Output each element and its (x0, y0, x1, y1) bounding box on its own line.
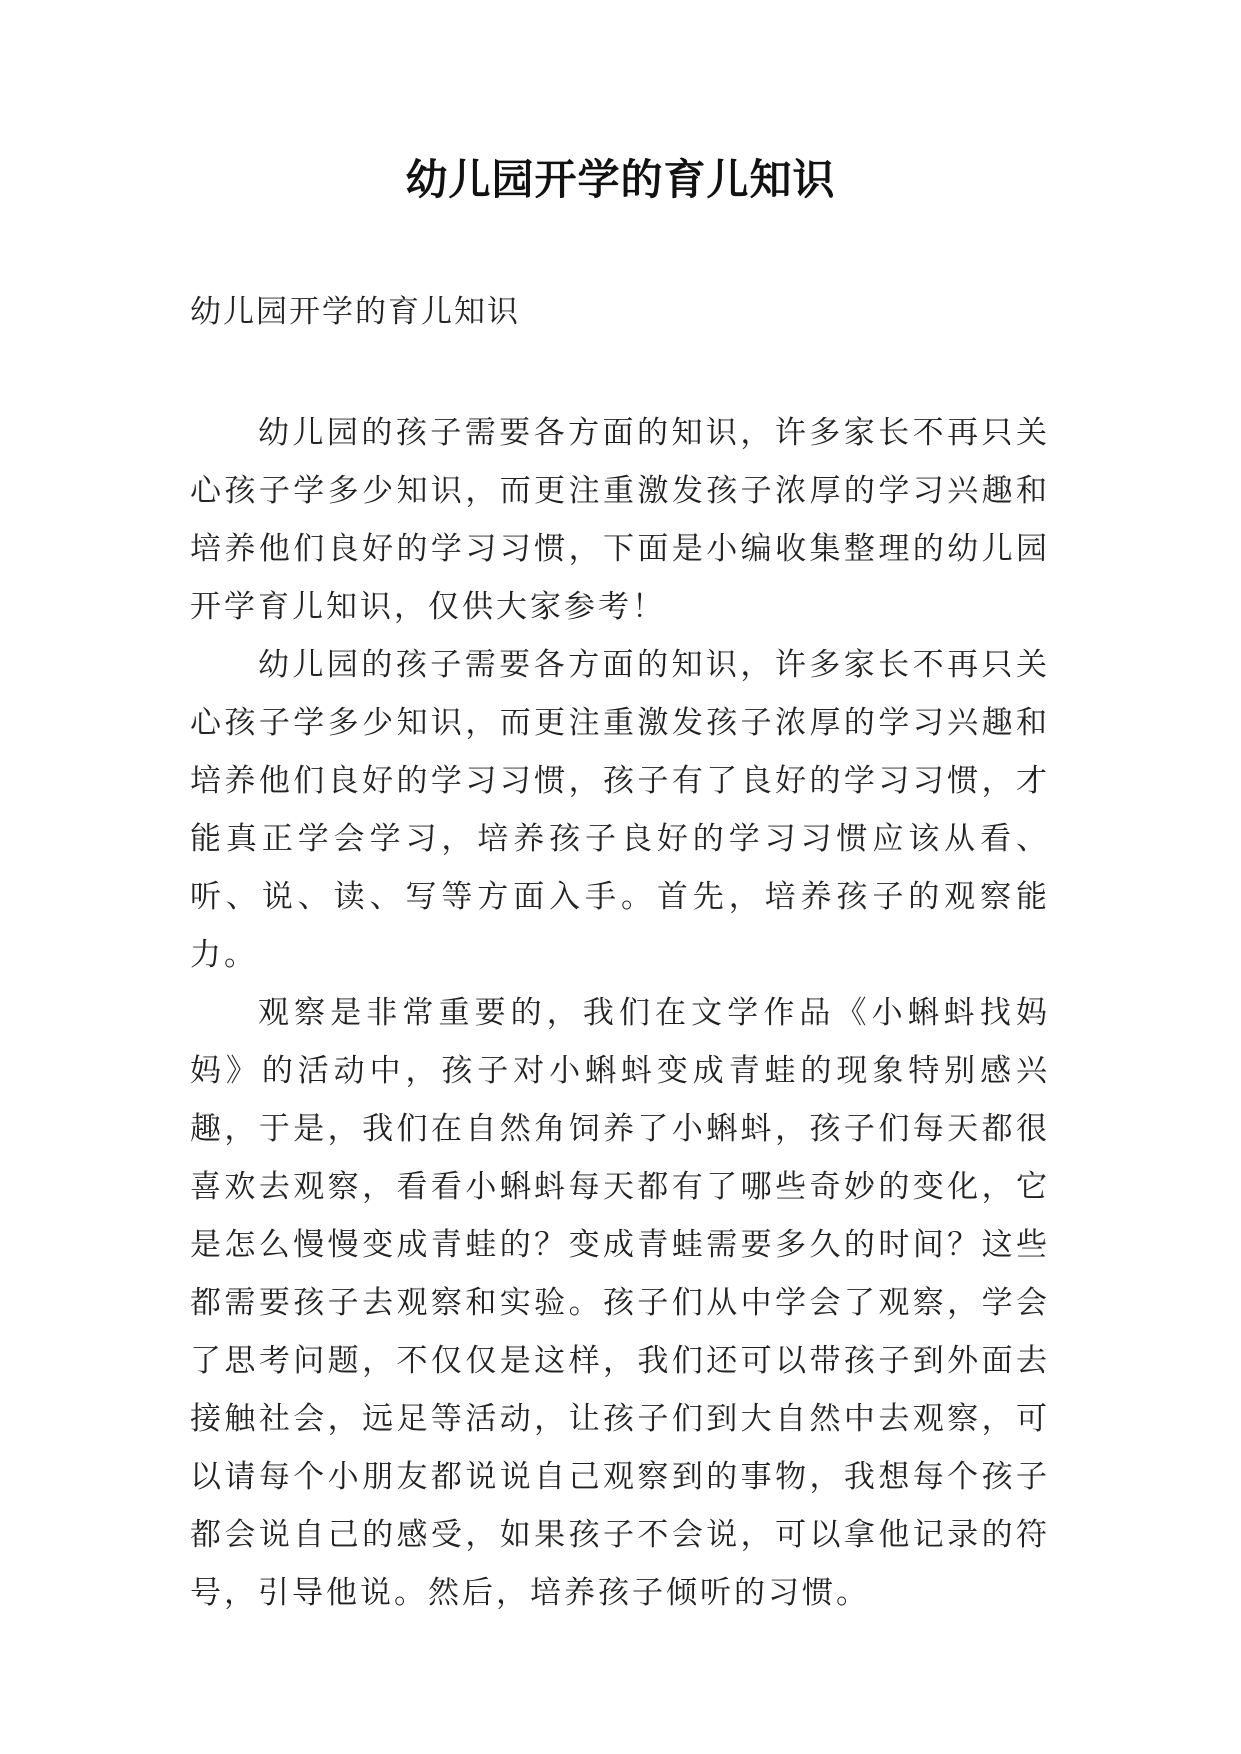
document-body (190, 404, 1050, 1622)
document-subtitle: 幼儿园开学的育儿知识 (190, 294, 520, 330)
document-title: 幼儿园开学的育儿知识 (405, 155, 836, 204)
body-paragraph-2: 幼儿园的孩子需要各方面的知识，许多家长不再只关心孩子学多少知识，而更注重激发孩子浓厚的学习兴趣和培养他们良好的学习习惯，孩子有了良好的学习习惯，才能真正学会学习，培养孩子良好的学习习惯应该从看、听、说、读、写等方面入手。首先，培养孩子的观察能力。 (190, 647, 1050, 973)
body-paragraph-1: 幼儿园的孩子需要各方面的知识，许多家长不再只关心孩子学多少知识，而更注重激发孩子浓厚的学习兴趣和培养他们良好的学习习惯，下面是小编收集整理的幼儿园开学育儿知识，仅供大家参考！ (190, 415, 1050, 625)
body-paragraph-3: 观察是非常重要的，我们在文学作品《小蝌蚪找妈妈》的活动中，孩子对小蝌蚪变成青蛙的现象特别感兴趣，于是，我们在自然角饲养了小蝌蚪，孩子们每天都很喜欢去观察，看看小蝌蚪每天都有了哪些奇妙的变化，它是怎么慢慢变成青蛙的？变成青蛙需要多久的时间？这些都需要孩子去观察和实验。孩子们从中学会了观察，学会了思考问题，不仅仅是这样，我们还可以带孩子到外面去接触社会，远足等活动，让孩子们到大自然中去观察，可以请每个小朋友都说说自己观察到的事物，我想每个孩子都会说自己的感受，如果孩子不会说，可以拿他记录的符号，引导他说。然后，培养孩子倾听的习惯。 (190, 995, 1050, 1611)
